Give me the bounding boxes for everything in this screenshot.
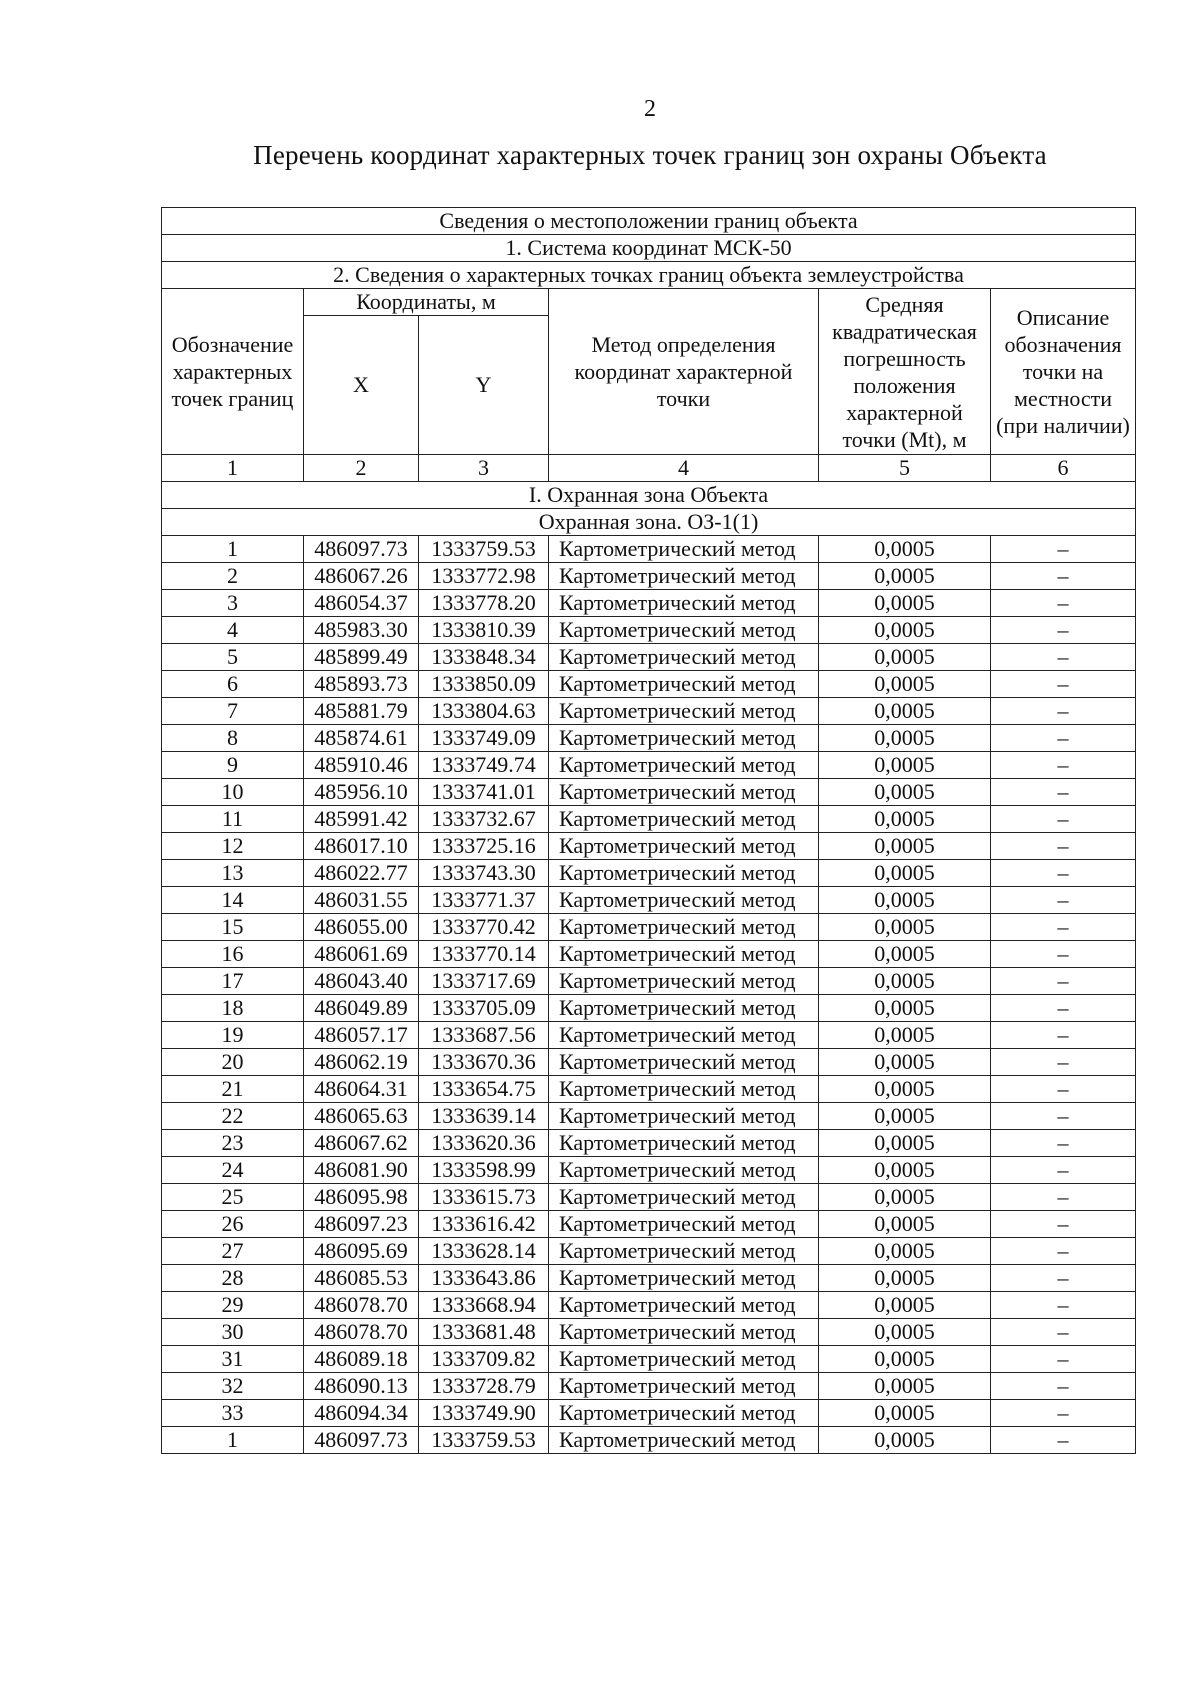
point-number-cell: 14 [162,887,304,914]
description-cell: – [991,806,1136,833]
point-number-cell: 8 [162,725,304,752]
point-number-cell: 30 [162,1319,304,1346]
method-cell: Картометрический метод [549,644,819,671]
point-number-cell: 2 [162,563,304,590]
point-number-cell: 23 [162,1130,304,1157]
y-coordinate-cell: 1333628.14 [419,1238,549,1265]
y-coordinate-cell: 1333749.90 [419,1400,549,1427]
description-cell: – [991,1130,1136,1157]
x-coordinate-cell: 485893.73 [304,671,419,698]
section-row [162,482,1136,509]
y-coordinate-cell: 1333709.82 [419,1346,549,1373]
table-row [162,536,1136,563]
table-row [162,1373,1136,1400]
table-row [162,1049,1136,1076]
error-cell: 0,0005 [819,1427,991,1454]
method-cell: Картометрический метод [549,1400,819,1427]
point-number-cell: 27 [162,1238,304,1265]
method-cell: Картометрический метод [549,1373,819,1400]
method-cell: Картометрический метод [549,833,819,860]
y-coordinate-cell: 1333772.98 [419,563,549,590]
error-cell: 0,0005 [819,995,991,1022]
table-row [162,779,1136,806]
point-number-cell: 33 [162,1400,304,1427]
y-coordinate-cell: 1333639.14 [419,1103,549,1130]
error-cell: 0,0005 [819,563,991,590]
method-cell: Картометрический метод [549,536,819,563]
point-number-cell: 9 [162,752,304,779]
y-coordinate-cell: 1333705.09 [419,995,549,1022]
y-coordinate-cell: 1333620.36 [419,1130,549,1157]
point-number-cell: 32 [162,1373,304,1400]
table-row [162,1157,1136,1184]
error-cell: 0,0005 [819,1292,991,1319]
table-row [162,671,1136,698]
subsection-row [162,509,1136,536]
x-coordinate-cell: 486081.90 [304,1157,419,1184]
error-cell: 0,0005 [819,887,991,914]
method-cell: Картометрический метод [549,1265,819,1292]
table-row [162,1022,1136,1049]
y-coordinate-cell: 1333759.53 [419,536,549,563]
method-cell: Картометрический метод [549,1292,819,1319]
point-number-cell: 24 [162,1157,304,1184]
error-cell: 0,0005 [819,698,991,725]
x-coordinate-cell: 486078.70 [304,1292,419,1319]
method-cell: Картометрический метод [549,1049,819,1076]
header-coordinate-system: 1. Система координат МСК-50 [162,235,1136,262]
table-row [162,1211,1136,1238]
description-cell: – [991,1292,1136,1319]
col-number: 3 [419,455,549,482]
error-cell: 0,0005 [819,617,991,644]
y-coordinate-cell: 1333743.30 [419,860,549,887]
point-number-cell: 4 [162,617,304,644]
description-cell: – [991,833,1136,860]
y-coordinate-cell: 1333759.53 [419,1427,549,1454]
table-row [162,833,1136,860]
description-cell: – [991,1157,1136,1184]
table-row [162,995,1136,1022]
col-number: 1 [162,455,304,482]
error-cell: 0,0005 [819,644,991,671]
method-cell: Картометрический метод [549,887,819,914]
description-cell: – [991,1103,1136,1130]
x-coordinate-cell: 486064.31 [304,1076,419,1103]
point-number-cell: 28 [162,1265,304,1292]
error-cell: 0,0005 [819,1265,991,1292]
y-coordinate-cell: 1333643.86 [419,1265,549,1292]
point-number-cell: 1 [162,1427,304,1454]
x-coordinate-cell: 486094.34 [304,1400,419,1427]
method-cell: Картометрический метод [549,860,819,887]
table-row [162,698,1136,725]
point-number-cell: 26 [162,1211,304,1238]
col-header-description: Описание обозначения точки на местности (при наличии) [991,289,1136,455]
header-points-info: 2. Сведения о характерных точках границ объекта землеустройства [162,262,1136,289]
error-cell: 0,0005 [819,914,991,941]
error-cell: 0,0005 [819,752,991,779]
description-cell: – [991,1022,1136,1049]
description-cell: – [991,698,1136,725]
col-header-error: Средняя квадратическая погрешность положения характерной точки (Mt), м [819,289,991,455]
method-cell: Картометрический метод [549,1319,819,1346]
error-cell: 0,0005 [819,1400,991,1427]
description-cell: – [991,1427,1136,1454]
error-cell: 0,0005 [819,1238,991,1265]
table-row [162,887,1136,914]
x-coordinate-cell: 486067.62 [304,1130,419,1157]
method-cell: Картометрический метод [549,1157,819,1184]
description-cell: – [991,941,1136,968]
point-number-cell: 5 [162,644,304,671]
error-cell: 0,0005 [819,671,991,698]
table-row [162,1265,1136,1292]
point-number-cell: 12 [162,833,304,860]
error-cell: 0,0005 [819,1049,991,1076]
description-cell: – [991,617,1136,644]
point-number-cell: 20 [162,1049,304,1076]
table-row [162,968,1136,995]
table-row [162,617,1136,644]
point-number-cell: 11 [162,806,304,833]
point-number-cell: 3 [162,590,304,617]
description-cell: – [991,860,1136,887]
x-coordinate-cell: 486085.53 [304,1265,419,1292]
description-cell: – [991,968,1136,995]
method-cell: Картометрический метод [549,1238,819,1265]
table-row [162,1184,1136,1211]
point-number-cell: 29 [162,1292,304,1319]
method-cell: Картометрический метод [549,1211,819,1238]
header-row-location [162,208,1136,235]
description-cell: – [991,1265,1136,1292]
coordinates-table [161,207,1136,1454]
x-coordinate-cell: 486054.37 [304,590,419,617]
x-coordinate-cell: 486065.63 [304,1103,419,1130]
point-number-cell: 22 [162,1103,304,1130]
col-number: 4 [549,455,819,482]
error-cell: 0,0005 [819,536,991,563]
table-row [162,1103,1136,1130]
column-number-row [162,455,1136,482]
section-title: I. Охранная зона Объекта [162,482,1136,509]
description-cell: – [991,671,1136,698]
col-number: 5 [819,455,991,482]
x-coordinate-cell: 485991.42 [304,806,419,833]
col-header-y: Y [419,316,549,455]
point-number-cell: 21 [162,1076,304,1103]
x-coordinate-cell: 486062.19 [304,1049,419,1076]
error-cell: 0,0005 [819,1022,991,1049]
error-cell: 0,0005 [819,1346,991,1373]
description-cell: – [991,752,1136,779]
description-cell: – [991,563,1136,590]
y-coordinate-cell: 1333850.09 [419,671,549,698]
description-cell: – [991,536,1136,563]
col-number: 2 [304,455,419,482]
y-coordinate-cell: 1333732.67 [419,806,549,833]
description-cell: – [991,1184,1136,1211]
y-coordinate-cell: 1333771.37 [419,887,549,914]
x-coordinate-cell: 486049.89 [304,995,419,1022]
description-cell: – [991,1049,1136,1076]
x-coordinate-cell: 485874.61 [304,725,419,752]
error-cell: 0,0005 [819,1319,991,1346]
table-row [162,806,1136,833]
method-cell: Картометрический метод [549,914,819,941]
error-cell: 0,0005 [819,860,991,887]
method-cell: Картометрический метод [549,1130,819,1157]
point-number-cell: 25 [162,1184,304,1211]
description-cell: – [991,995,1136,1022]
method-cell: Картометрический метод [549,1076,819,1103]
error-cell: 0,0005 [819,833,991,860]
table-row [162,590,1136,617]
table-row [162,941,1136,968]
method-cell: Картометрический метод [549,671,819,698]
column-header-row [162,289,1136,316]
point-number-cell: 15 [162,914,304,941]
x-coordinate-cell: 486078.70 [304,1319,419,1346]
x-coordinate-cell: 486097.23 [304,1211,419,1238]
y-coordinate-cell: 1333687.56 [419,1022,549,1049]
method-cell: Картометрический метод [549,725,819,752]
x-coordinate-cell: 486022.77 [304,860,419,887]
error-cell: 0,0005 [819,1157,991,1184]
x-coordinate-cell: 485983.30 [304,617,419,644]
y-coordinate-cell: 1333615.73 [419,1184,549,1211]
x-coordinate-cell: 486097.73 [304,1427,419,1454]
x-coordinate-cell: 485956.10 [304,779,419,806]
point-number-cell: 19 [162,1022,304,1049]
y-coordinate-cell: 1333717.69 [419,968,549,995]
error-cell: 0,0005 [819,941,991,968]
error-cell: 0,0005 [819,1130,991,1157]
table-row [162,1319,1136,1346]
method-cell: Картометрический метод [549,563,819,590]
header-row-crs [162,235,1136,262]
method-cell: Картометрический метод [549,941,819,968]
description-cell: – [991,1400,1136,1427]
page-title: Перечень координат характерных точек границ зон охраны Объекта [253,140,1047,170]
table-row [162,644,1136,671]
table-row [162,563,1136,590]
x-coordinate-cell: 486089.18 [304,1346,419,1373]
method-cell: Картометрический метод [549,1022,819,1049]
x-coordinate-cell: 486095.69 [304,1238,419,1265]
point-number-cell: 7 [162,698,304,725]
error-cell: 0,0005 [819,1184,991,1211]
col-number: 6 [991,455,1136,482]
table-row [162,1292,1136,1319]
table-row [162,725,1136,752]
error-cell: 0,0005 [819,779,991,806]
x-coordinate-cell: 486097.73 [304,536,419,563]
point-number-cell: 16 [162,941,304,968]
y-coordinate-cell: 1333804.63 [419,698,549,725]
point-number-cell: 31 [162,1346,304,1373]
y-coordinate-cell: 1333848.34 [419,644,549,671]
description-cell: – [991,590,1136,617]
point-number-cell: 18 [162,995,304,1022]
table-row [162,1238,1136,1265]
point-number-cell: 13 [162,860,304,887]
description-cell: – [991,644,1136,671]
method-cell: Картометрический метод [549,968,819,995]
point-number-cell: 10 [162,779,304,806]
description-cell: – [991,914,1136,941]
point-number-cell: 17 [162,968,304,995]
y-coordinate-cell: 1333810.39 [419,617,549,644]
y-coordinate-cell: 1333778.20 [419,590,549,617]
x-coordinate-cell: 485899.49 [304,644,419,671]
col-header-point: Обозначение характерных точек границ [162,289,304,455]
table-row [162,1400,1136,1427]
x-coordinate-cell: 486067.26 [304,563,419,590]
description-cell: – [991,1076,1136,1103]
subsection-title: Охранная зона. ОЗ-1(1) [162,509,1136,536]
method-cell: Картометрический метод [549,1103,819,1130]
description-cell: – [991,725,1136,752]
y-coordinate-cell: 1333741.01 [419,779,549,806]
table-body [162,208,1136,1454]
error-cell: 0,0005 [819,1076,991,1103]
table-row [162,860,1136,887]
error-cell: 0,0005 [819,1373,991,1400]
x-coordinate-cell: 486031.55 [304,887,419,914]
method-cell: Картометрический метод [549,806,819,833]
y-coordinate-cell: 1333668.94 [419,1292,549,1319]
y-coordinate-cell: 1333598.99 [419,1157,549,1184]
method-cell: Картометрический метод [549,590,819,617]
x-coordinate-cell: 486095.98 [304,1184,419,1211]
x-coordinate-cell: 485910.46 [304,752,419,779]
x-coordinate-cell: 486055.00 [304,914,419,941]
y-coordinate-cell: 1333654.75 [419,1076,549,1103]
table-row [162,752,1136,779]
page-number: 2 [644,96,656,122]
error-cell: 0,0005 [819,968,991,995]
method-cell: Картометрический метод [549,779,819,806]
y-coordinate-cell: 1333770.14 [419,941,549,968]
description-cell: – [991,1319,1136,1346]
table-row [162,1130,1136,1157]
error-cell: 0,0005 [819,806,991,833]
error-cell: 0,0005 [819,1103,991,1130]
table-row [162,1346,1136,1373]
y-coordinate-cell: 1333749.74 [419,752,549,779]
y-coordinate-cell: 1333616.42 [419,1211,549,1238]
y-coordinate-cell: 1333681.48 [419,1319,549,1346]
description-cell: – [991,1238,1136,1265]
col-header-x: X [304,316,419,455]
description-cell: – [991,1373,1136,1400]
table-row [162,1427,1136,1454]
y-coordinate-cell: 1333770.42 [419,914,549,941]
y-coordinate-cell: 1333749.09 [419,725,549,752]
description-cell: – [991,1346,1136,1373]
y-coordinate-cell: 1333725.16 [419,833,549,860]
method-cell: Картометрический метод [549,698,819,725]
description-cell: – [991,1211,1136,1238]
x-coordinate-cell: 486090.13 [304,1373,419,1400]
x-coordinate-cell: 485881.79 [304,698,419,725]
point-number-cell: 6 [162,671,304,698]
method-cell: Картометрический метод [549,1346,819,1373]
x-coordinate-cell: 486061.69 [304,941,419,968]
x-coordinate-cell: 486017.10 [304,833,419,860]
error-cell: 0,0005 [819,725,991,752]
point-number-cell: 1 [162,536,304,563]
y-coordinate-cell: 1333670.36 [419,1049,549,1076]
method-cell: Картометрический метод [549,1427,819,1454]
x-coordinate-cell: 486043.40 [304,968,419,995]
table-row [162,1076,1136,1103]
method-cell: Картометрический метод [549,1184,819,1211]
header-row-points [162,262,1136,289]
error-cell: 0,0005 [819,590,991,617]
method-cell: Картометрический метод [549,617,819,644]
method-cell: Картометрический метод [549,752,819,779]
description-cell: – [991,779,1136,806]
col-header-coords: Координаты, м [304,289,549,316]
table-row [162,914,1136,941]
header-location: Сведения о местоположении границ объекта [162,208,1136,235]
col-header-method: Метод определения координат характерной точки [549,289,819,455]
error-cell: 0,0005 [819,1211,991,1238]
x-coordinate-cell: 486057.17 [304,1022,419,1049]
method-cell: Картометрический метод [549,995,819,1022]
description-cell: – [991,887,1136,914]
y-coordinate-cell: 1333728.79 [419,1373,549,1400]
